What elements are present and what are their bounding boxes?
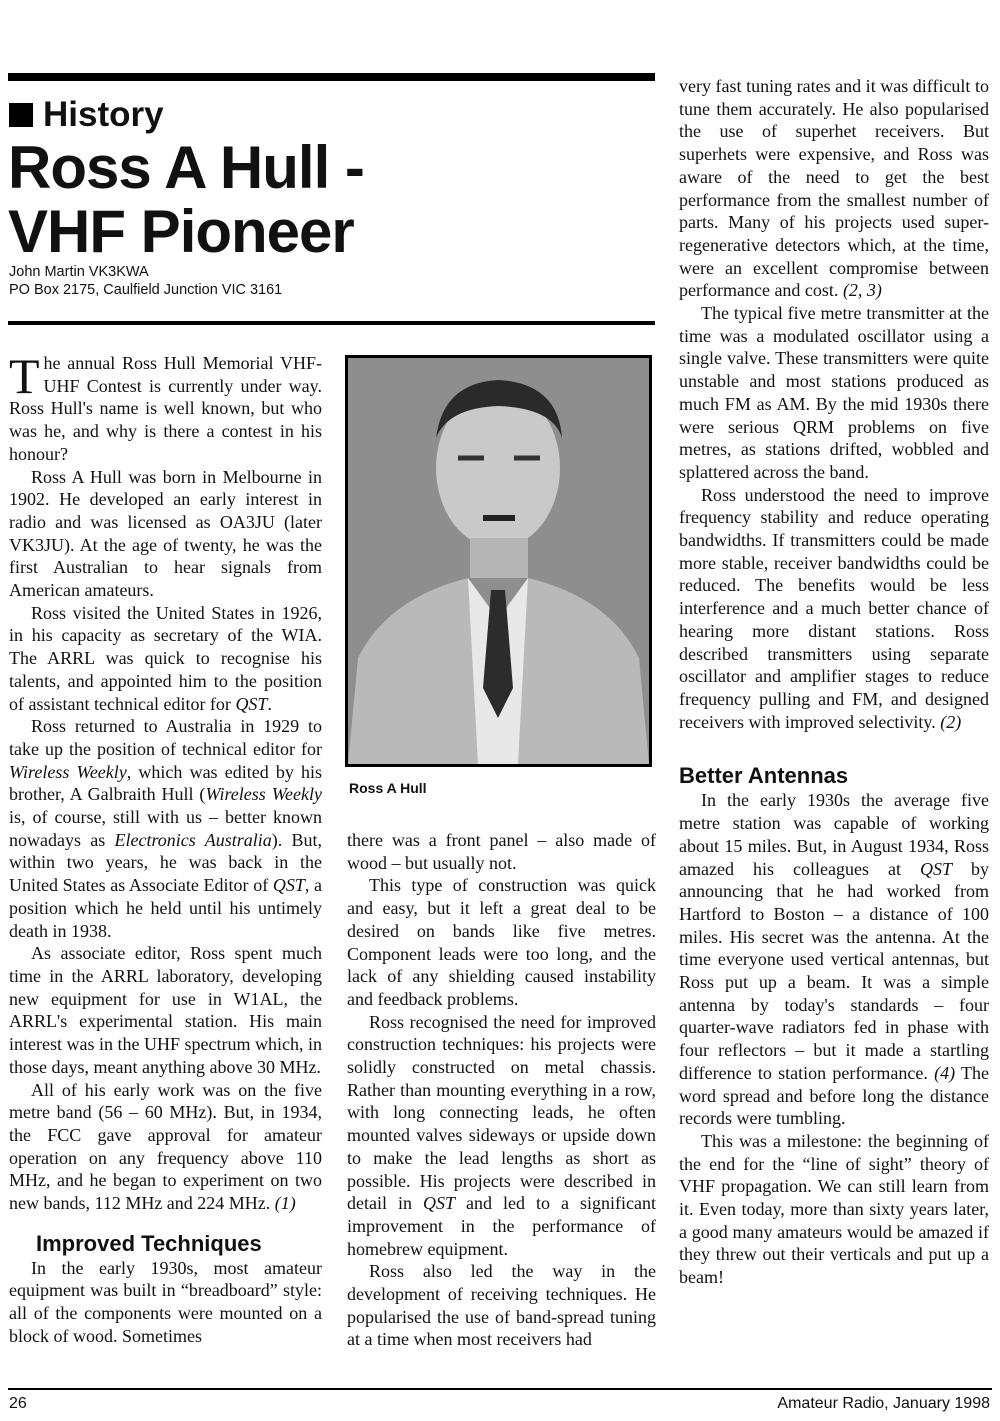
paragraph: In the early 1930s the average five metre station was capable of working about 15 miles. But, in August 1934, Ross amazed his colleagues at QST by announcing that he had worked from Hartford to Boston – a distance of 100 miles. His secret was the antenna. At the time everyone used vertical antennas, but Ross put up a beam. It was a simple antenna by today's standards – four quarter-wave radiators fed in phase with four reflectors – but it made a startling difference to station performance. (4) The word spread and before long the distance records were tumbling. [679, 790, 989, 1129]
page-number: 26 [9, 1395, 27, 1412]
title-line-1: Ross A Hull - [8, 134, 364, 201]
subheading-improved-techniques: Improved Techniques [36, 1230, 262, 1256]
footer-rule [8, 1388, 992, 1390]
paragraph: The annual Ross Hull Memorial VHF-UHF Contest is currently under way. Ross Hull's name is well known, but who was he, and why is there a contest in his honour? [9, 348, 322, 464]
byline [9, 263, 282, 299]
paragraph: As associate editor, Ross spent much time in the ARRL laboratory, developing new equipment for use in W1AL, the ARRL's experimental station. His main interest was in the UHF spectrum which, in those days, meant anything above 30 MHz. [9, 943, 322, 1077]
paragraph: Ross also led the way in the development of receiving techniques. He popularised the use of band-spread tuning at a time when most receivers had [347, 1261, 656, 1350]
subheading-better-antennas: Better Antennas [679, 763, 849, 789]
paragraph: very fast tuning rates and it was difficult to tune them accurately. He also popularised the use of superhet receivers. But superhets were expensive, and Ross was aware of the need to get the best performance from the smallest number of parts. Many of his projects used super-regenerative detectors which, at the time, were an excellent compromise between performance and cost. (2, 3) [679, 76, 989, 301]
author-address: PO Box 2175, Caulfield Junction VIC 3161 [9, 282, 283, 298]
publication-info: Amateur Radio, January 1998 [777, 1395, 990, 1412]
paragraph: Ross recognised the need for improved construction techniques: his projects were solidly constructed on metal chassis. Rather than mounting everything in a row, with long connecting leads, he often mounted valves sideways or upside down to make the lead lengths as short as possible. His projects were described in detail in QST and led to a significant improvement in the performance of homebrew equipment. [347, 1011, 657, 1259]
header-bottom-rule [8, 321, 655, 325]
paragraph: there was a front panel – also made of wood – but usually not. [347, 830, 656, 873]
photo-caption: Ross A Hull [349, 780, 427, 796]
portrait-photo [345, 355, 652, 767]
column-2 [347, 829, 656, 1351]
square-bullet-icon [9, 103, 33, 127]
column-3 [679, 75, 989, 1289]
paragraph: Ross visited the United States in 1926, in his capacity as secretary of the WIA. The ARRL was quick to recognise his talents, and appointed him to the position of assistant technical editor for QST. [9, 602, 322, 714]
paragraph: All of his early work was on the five metre band (56 – 60 MHz). But, in 1934, the FCC gave approval for amateur operation on any frequency above 110 MHz, and he began to experiment on two new bands, 112 MHz and 224 MHz. (1) [9, 1079, 322, 1214]
section-label: History [43, 95, 164, 134]
paragraph: Ross understood the need to improve frequency stability and reduce operating bandwidths. If transmitters could be made more stable, receiver bandwidths could be reduced. The benefits would be less interference and a much better chance of hearing more distant stations. Ross described transmitters using separate oscillator and amplifier stages to reduce frequency pulling and FM, and designed receivers with improved selectivity. (2) [679, 484, 989, 732]
paragraph: This was a milestone: the beginning of the end for the “line of sight” theory of VHF propagation. We can still learn from it. Even today, more than sixty years later, a good many amateurs would be amazed if they threw out their verticals and put up a beam! [679, 1130, 989, 1288]
paragraph: This type of construction was quick and easy, but it left a great deal to be desired on bands like five metres. Component leads were too long, and the lack of any shielding caused instability and feedback problems. [347, 875, 656, 1009]
drop-cap: T [9, 348, 40, 404]
paragraph: Ross returned to Australia in 1929 to take up the position of technical editor for Wireless Weekly, which was edited by his brother, A Galbraith Hull (Wireless Weekly is, of course, still with us – better known nowadays as Electronics Australia). But, within two years, he was back in the United States as Associate Editor of QST, a position which he held until his untimely death in 1938. [9, 716, 322, 941]
column-1 [9, 348, 322, 1348]
paragraph: The typical five metre transmitter at the time was a modulated oscillator using a single valve. These transmitters were quite unstable and most stations produced as much FM as AM. By the mid 1930s there were serious QRM problems on five metres, as stations drifted, wobbled and splattered across the band. [679, 303, 989, 482]
paragraph: Ross A Hull was born in Melbourne in 1902. He developed an early interest in radio and was licensed as OA3JU (later VK3JU). At the age of twenty, he was the first Australian to hear signals from American amateurs. [9, 466, 322, 601]
author-name: John Martin VK3KWA [9, 264, 149, 280]
portrait-illustration [348, 358, 649, 764]
top-rule [8, 73, 655, 81]
paragraph: In the early 1930s, most amateur equipment was built in “breadboard” style: all of the components were mounted on a block of wood. Sometimes [9, 1257, 322, 1346]
article-title [8, 136, 648, 264]
title-line-2: VHF Pioneer [8, 198, 354, 265]
section-heading [9, 96, 164, 134]
